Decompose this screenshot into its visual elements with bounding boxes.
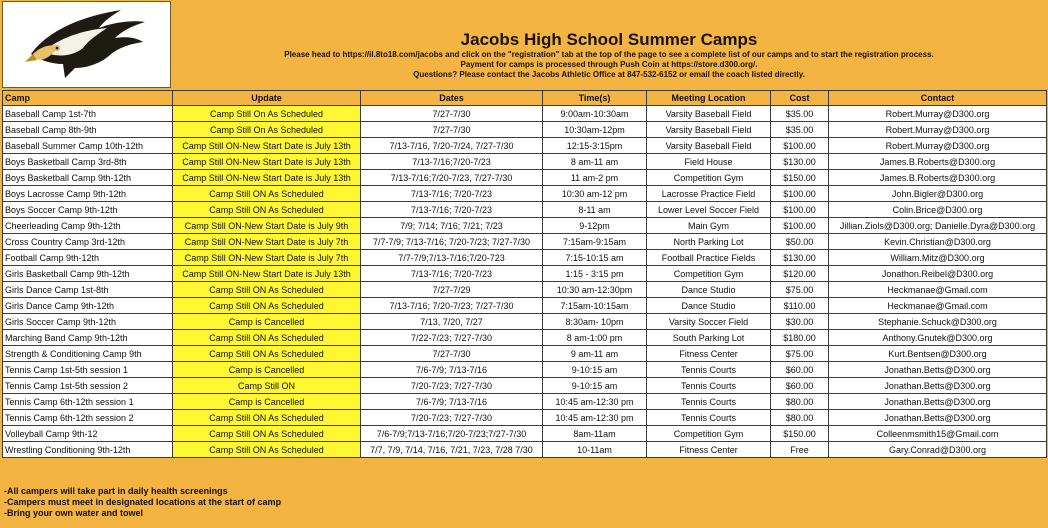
dates-cell: 7/7-7/9; 7/13-7/16; 7/20-7/23; 7/27-7/30 bbox=[361, 234, 543, 250]
location-cell: Football Practice Fields bbox=[647, 250, 771, 266]
location-cell: Lacrosse Practice Field bbox=[647, 186, 771, 202]
camp-name-cell: Tennis Camp 6th-12th session 1 bbox=[3, 394, 173, 410]
dates-cell: 7/27-7/30 bbox=[361, 106, 543, 122]
camp-name-cell: Tennis Camp 1st-5th session 2 bbox=[3, 378, 173, 394]
update-cell: Camp Still ON-New Start Date is July 13th bbox=[173, 266, 361, 282]
update-cell: Camp Still ON-New Start Date is July 13th bbox=[173, 154, 361, 170]
contact-cell: Heckmanae@Gmail.com bbox=[829, 298, 1047, 314]
contact-cell: Stephanie.Schuck@D300.org bbox=[829, 314, 1047, 330]
eagle-head-icon bbox=[3, 2, 172, 89]
cost-cell: $35.00 bbox=[771, 122, 829, 138]
camp-name-cell: Baseball Camp 1st-7th bbox=[3, 106, 173, 122]
cost-cell: $100.00 bbox=[771, 138, 829, 154]
time-cell: 9:00am-10:30am bbox=[543, 106, 647, 122]
dates-cell: 7/13-7/16;7/20-7/23, 7/27-7/30 bbox=[361, 170, 543, 186]
note-line: -Campers must meet in designated locations at the start of camp bbox=[4, 497, 282, 507]
time-cell: 8am-11am bbox=[543, 426, 647, 442]
contact-cell: William.Mitz@D300.org bbox=[829, 250, 1047, 266]
time-cell: 10:45 am-12:30 pm bbox=[543, 410, 647, 426]
location-cell: Tennis Courts bbox=[647, 410, 771, 426]
camp-name-cell: Wrestling Conditioning 9th-12th bbox=[3, 442, 173, 458]
camp-name-cell: Strength & Conditioning Camp 9th bbox=[3, 346, 173, 362]
time-cell: 11 am-2 pm bbox=[543, 170, 647, 186]
contact-cell: Robert.Murray@D300.org bbox=[829, 138, 1047, 154]
table-row bbox=[3, 154, 1047, 170]
contact-cell: Jonathan.Betts@D300.org bbox=[829, 378, 1047, 394]
cost-cell: $75.00 bbox=[771, 346, 829, 362]
time-cell: 9 am-11 am bbox=[543, 346, 647, 362]
camp-name-cell: Boys Soccer Camp 9th-12th bbox=[3, 202, 173, 218]
cost-cell: $150.00 bbox=[771, 426, 829, 442]
column-header-dates: Dates bbox=[361, 91, 543, 106]
dates-cell: 7/27-7/30 bbox=[361, 122, 543, 138]
cost-cell: $130.00 bbox=[771, 250, 829, 266]
dates-cell: 7/27-7/30 bbox=[361, 346, 543, 362]
update-cell: Camp Still ON As Scheduled bbox=[173, 282, 361, 298]
cost-cell: $80.00 bbox=[771, 410, 829, 426]
time-cell: 8 am-11 am bbox=[543, 154, 647, 170]
camp-name-cell: Cheerleading Camp 9th-12th bbox=[3, 218, 173, 234]
location-cell: North Parking Lot bbox=[647, 234, 771, 250]
camps-table-body bbox=[3, 106, 1047, 458]
table-row bbox=[3, 410, 1047, 426]
camp-name-cell: Tennis Camp 1st-5th session 1 bbox=[3, 362, 173, 378]
update-cell: Camp Still On As Scheduled bbox=[173, 106, 361, 122]
location-cell: Varsity Baseball Field bbox=[647, 122, 771, 138]
location-cell: Dance Studio bbox=[647, 298, 771, 314]
table-row bbox=[3, 122, 1047, 138]
time-cell: 12:15-3:15pm bbox=[543, 138, 647, 154]
cost-cell: $50.00 bbox=[771, 234, 829, 250]
location-cell: Fitness Center bbox=[647, 346, 771, 362]
update-cell: Camp Still ON As Scheduled bbox=[173, 202, 361, 218]
contact-cell: Kurt.Bentsen@D300.org bbox=[829, 346, 1047, 362]
camp-name-cell: Girls Dance Camp 9th-12th bbox=[3, 298, 173, 314]
cost-cell: $180.00 bbox=[771, 330, 829, 346]
time-cell: 10:30am-12pm bbox=[543, 122, 647, 138]
camp-name-cell: Boys Basketball Camp 3rd-8th bbox=[3, 154, 173, 170]
cost-cell: Free bbox=[771, 442, 829, 458]
table-row bbox=[3, 266, 1047, 282]
update-cell: Camp Still ON-New Start Date is July 9th bbox=[173, 218, 361, 234]
time-cell: 8:30am- 10pm bbox=[543, 314, 647, 330]
notes bbox=[4, 486, 281, 519]
time-cell: 10-11am bbox=[543, 442, 647, 458]
update-cell: Camp Still ON As Scheduled bbox=[173, 442, 361, 458]
camp-name-cell: Baseball Summer Camp 10th-12th bbox=[3, 138, 173, 154]
update-cell: Camp Still ON-New Start Date is July 7th bbox=[173, 234, 361, 250]
contact-cell: Colin.Brice@D300.org bbox=[829, 202, 1047, 218]
cost-cell: $100.00 bbox=[771, 218, 829, 234]
payment-info: Payment for camps is processed through Push Coin at https://store.d300.org/. bbox=[460, 60, 758, 69]
contact-cell: James.B.Roberts@D300.org bbox=[829, 154, 1047, 170]
update-cell: Camp Still ON As Scheduled bbox=[173, 426, 361, 442]
table-row bbox=[3, 330, 1047, 346]
dates-cell: 7/6-7/9; 7/13-7/16 bbox=[361, 394, 543, 410]
column-header-location: Meeting Location bbox=[647, 91, 771, 106]
registration-info: Please head to https://il.8to18.com/jacobs and click on the "registration" tab at the top of the page to see a complete list of our camps and to start the registration process. bbox=[284, 50, 934, 59]
table-row bbox=[3, 362, 1047, 378]
dates-cell: 7/13-7/16, 7/20-7/24, 7/27-7/30 bbox=[361, 138, 543, 154]
update-cell: Camp Still ON As Scheduled bbox=[173, 346, 361, 362]
dates-cell: 7/22-7/23; 7/27-7/30 bbox=[361, 330, 543, 346]
table-row bbox=[3, 346, 1047, 362]
table-row bbox=[3, 186, 1047, 202]
column-header-update: Update bbox=[173, 91, 361, 106]
dates-cell: 7/6-7/9;7/13-7/16;7/20-7/23;7/27-7/30 bbox=[361, 426, 543, 442]
update-cell: Camp Still ON bbox=[173, 378, 361, 394]
contact-cell: Robert.Murray@D300.org bbox=[829, 106, 1047, 122]
time-cell: 10:30 am-12:30pm bbox=[543, 282, 647, 298]
table-row bbox=[3, 298, 1047, 314]
dates-cell: 7/20-7/23; 7/27-7/30 bbox=[361, 410, 543, 426]
location-cell: Tennis Courts bbox=[647, 362, 771, 378]
time-cell: 7:15am-9:15am bbox=[543, 234, 647, 250]
logo-box bbox=[2, 1, 171, 88]
column-header-times: Time(s) bbox=[543, 91, 647, 106]
update-cell: Camp Still ON-New Start Date is July 13th bbox=[173, 138, 361, 154]
time-cell: 7:15-10:15 am bbox=[543, 250, 647, 266]
table-row bbox=[3, 442, 1047, 458]
dates-cell: 7/13-7/16;7/20-7/23 bbox=[361, 154, 543, 170]
time-cell: 9-10:15 am bbox=[543, 378, 647, 394]
dates-cell: 7/13-7/16; 7/20-7/23 bbox=[361, 202, 543, 218]
cost-cell: $130.00 bbox=[771, 154, 829, 170]
update-cell: Camp Still ON As Scheduled bbox=[173, 298, 361, 314]
update-cell: Camp is Cancelled bbox=[173, 314, 361, 330]
location-cell: Varsity Baseball Field bbox=[647, 138, 771, 154]
table-row bbox=[3, 138, 1047, 154]
dates-cell: 7/9; 7/14; 7/16; 7/21; 7/23 bbox=[361, 218, 543, 234]
table-row bbox=[3, 426, 1047, 442]
dates-cell: 7/13-7/16; 7/20-7/23 bbox=[361, 186, 543, 202]
update-cell: Camp is Cancelled bbox=[173, 362, 361, 378]
location-cell: Fitness Center bbox=[647, 442, 771, 458]
cost-cell: $60.00 bbox=[771, 378, 829, 394]
camp-name-cell: Tennis Camp 6th-12th session 2 bbox=[3, 410, 173, 426]
camp-name-cell: Marching Band Camp 9th-12th bbox=[3, 330, 173, 346]
dates-cell: 7/6-7/9; 7/13-7/16 bbox=[361, 362, 543, 378]
camp-name-cell: Cross Country Camp 3rd-12th bbox=[3, 234, 173, 250]
camp-name-cell: Volleyball Camp 9th-12 bbox=[3, 426, 173, 442]
location-cell: Tennis Courts bbox=[647, 394, 771, 410]
contact-cell: Jonathon.Reibel@D300.org bbox=[829, 266, 1047, 282]
note-line: -Bring your own water and towel bbox=[4, 508, 144, 518]
dates-cell: 7/27-7/29 bbox=[361, 282, 543, 298]
table-row bbox=[3, 202, 1047, 218]
location-cell: Field House bbox=[647, 154, 771, 170]
cost-cell: $120.00 bbox=[771, 266, 829, 282]
location-cell: Varsity Baseball Field bbox=[647, 106, 771, 122]
location-cell: Competition Gym bbox=[647, 170, 771, 186]
update-cell: Camp Still ON-New Start Date is July 13th bbox=[173, 170, 361, 186]
location-cell: Competition Gym bbox=[647, 266, 771, 282]
time-cell: 10:45 am-12:30 pm bbox=[543, 394, 647, 410]
cost-cell: $100.00 bbox=[771, 186, 829, 202]
cost-cell: $100.00 bbox=[771, 202, 829, 218]
table-row bbox=[3, 106, 1047, 122]
cost-cell: $30.00 bbox=[771, 314, 829, 330]
cost-cell: $110.00 bbox=[771, 298, 829, 314]
contact-cell: Heckmanae@Gmail.com bbox=[829, 282, 1047, 298]
time-cell: 8 am-1:00 pm bbox=[543, 330, 647, 346]
table-row bbox=[3, 394, 1047, 410]
time-cell: 7:15am-10:15am bbox=[543, 298, 647, 314]
contact-cell: James.B.Roberts@D300.org bbox=[829, 170, 1047, 186]
cost-cell: $150.00 bbox=[771, 170, 829, 186]
table-row bbox=[3, 250, 1047, 266]
cost-cell: $35.00 bbox=[771, 106, 829, 122]
table-row bbox=[3, 314, 1047, 330]
time-cell: 9-12pm bbox=[543, 218, 647, 234]
table-header-row bbox=[3, 91, 1047, 106]
contact-cell: Jonathan.Betts@D300.org bbox=[829, 410, 1047, 426]
column-header-cost: Cost bbox=[771, 91, 829, 106]
contact-cell: Anthony.Gnutek@D300.org bbox=[829, 330, 1047, 346]
time-cell: 1:15 - 3:15 pm bbox=[543, 266, 647, 282]
cost-cell: $75.00 bbox=[771, 282, 829, 298]
table-row bbox=[3, 234, 1047, 250]
table-row bbox=[3, 378, 1047, 394]
update-cell: Camp Still ON-New Start Date is July 7th bbox=[173, 250, 361, 266]
contact-info: Questions? Please contact the Jacobs Athletic Office at 847-532-6152 or email the coach listed directly. bbox=[413, 70, 805, 79]
cost-cell: $80.00 bbox=[771, 394, 829, 410]
table-row bbox=[3, 282, 1047, 298]
location-cell: Lower Level Soccer Field bbox=[647, 202, 771, 218]
camp-name-cell: Girls Basketball Camp 9th-12th bbox=[3, 266, 173, 282]
contact-cell: Colleenmsmith15@Gmail.com bbox=[829, 426, 1047, 442]
column-header-camp: Camp bbox=[3, 91, 173, 106]
dates-cell: 7/13-7/16; 7/20-7/23 bbox=[361, 266, 543, 282]
contact-cell: Kevin.Christian@D300.org bbox=[829, 234, 1047, 250]
dates-cell: 7/20-7/23; 7/27-7/30 bbox=[361, 378, 543, 394]
location-cell: South Parking Lot bbox=[647, 330, 771, 346]
location-cell: Main Gym bbox=[647, 218, 771, 234]
camp-name-cell: Boys Basketball Camp 9th-12th bbox=[3, 170, 173, 186]
location-cell: Varsity Soccer Field bbox=[647, 314, 771, 330]
column-header-contact: Contact bbox=[829, 91, 1047, 106]
dates-cell: 7/7-7/9;7/13-7/16;7/20-723 bbox=[361, 250, 543, 266]
camp-name-cell: Baseball Camp 8th-9th bbox=[3, 122, 173, 138]
location-cell: Dance Studio bbox=[647, 282, 771, 298]
update-cell: Camp Still ON As Scheduled bbox=[173, 410, 361, 426]
time-cell: 8-11 am bbox=[543, 202, 647, 218]
contact-cell: Jillian.Ziols@D300.org; Danielle.Dyra@D300.org bbox=[829, 218, 1047, 234]
dates-cell: 7/13, 7/20, 7/27 bbox=[361, 314, 543, 330]
contact-cell: Gary.Conrad@D300.org bbox=[829, 442, 1047, 458]
update-cell: Camp Still ON As Scheduled bbox=[173, 330, 361, 346]
location-cell: Tennis Courts bbox=[647, 378, 771, 394]
contact-cell: John.Bigler@D300.org bbox=[829, 186, 1047, 202]
cost-cell: $60.00 bbox=[771, 362, 829, 378]
page-title: Jacobs High School Summer Camps bbox=[460, 30, 758, 49]
update-cell: Camp Still On As Scheduled bbox=[173, 122, 361, 138]
header bbox=[172, 1, 1046, 88]
contact-cell: Jonathan.Betts@D300.org bbox=[829, 394, 1047, 410]
camp-name-cell: Girls Soccer Camp 9th-12th bbox=[3, 314, 173, 330]
location-cell: Competition Gym bbox=[647, 426, 771, 442]
dates-cell: 7/7, 7/9, 7/14, 7/16, 7/21, 7/23, 7/28 7/30 bbox=[361, 442, 543, 458]
camp-name-cell: Boys Lacrosse Camp 9th-12th bbox=[3, 186, 173, 202]
note-line: -All campers will take part in daily health screenings bbox=[4, 486, 228, 496]
update-cell: Camp is Cancelled bbox=[173, 394, 361, 410]
update-cell: Camp Still ON As Scheduled bbox=[173, 186, 361, 202]
camp-name-cell: Football Camp 9th-12th bbox=[3, 250, 173, 266]
contact-cell: Robert.Murray@D300.org bbox=[829, 122, 1047, 138]
time-cell: 9-10:15 am bbox=[543, 362, 647, 378]
dates-cell: 7/13-7/16; 7/20-7/23; 7/27-7/30 bbox=[361, 298, 543, 314]
contact-cell: Jonathan.Betts@D300.org bbox=[829, 362, 1047, 378]
table-row bbox=[3, 170, 1047, 186]
time-cell: 10:30 am-12 pm bbox=[543, 186, 647, 202]
camp-name-cell: Girls Dance Camp 1st-8th bbox=[3, 282, 173, 298]
table-row bbox=[3, 218, 1047, 234]
camps-table bbox=[2, 90, 1047, 458]
